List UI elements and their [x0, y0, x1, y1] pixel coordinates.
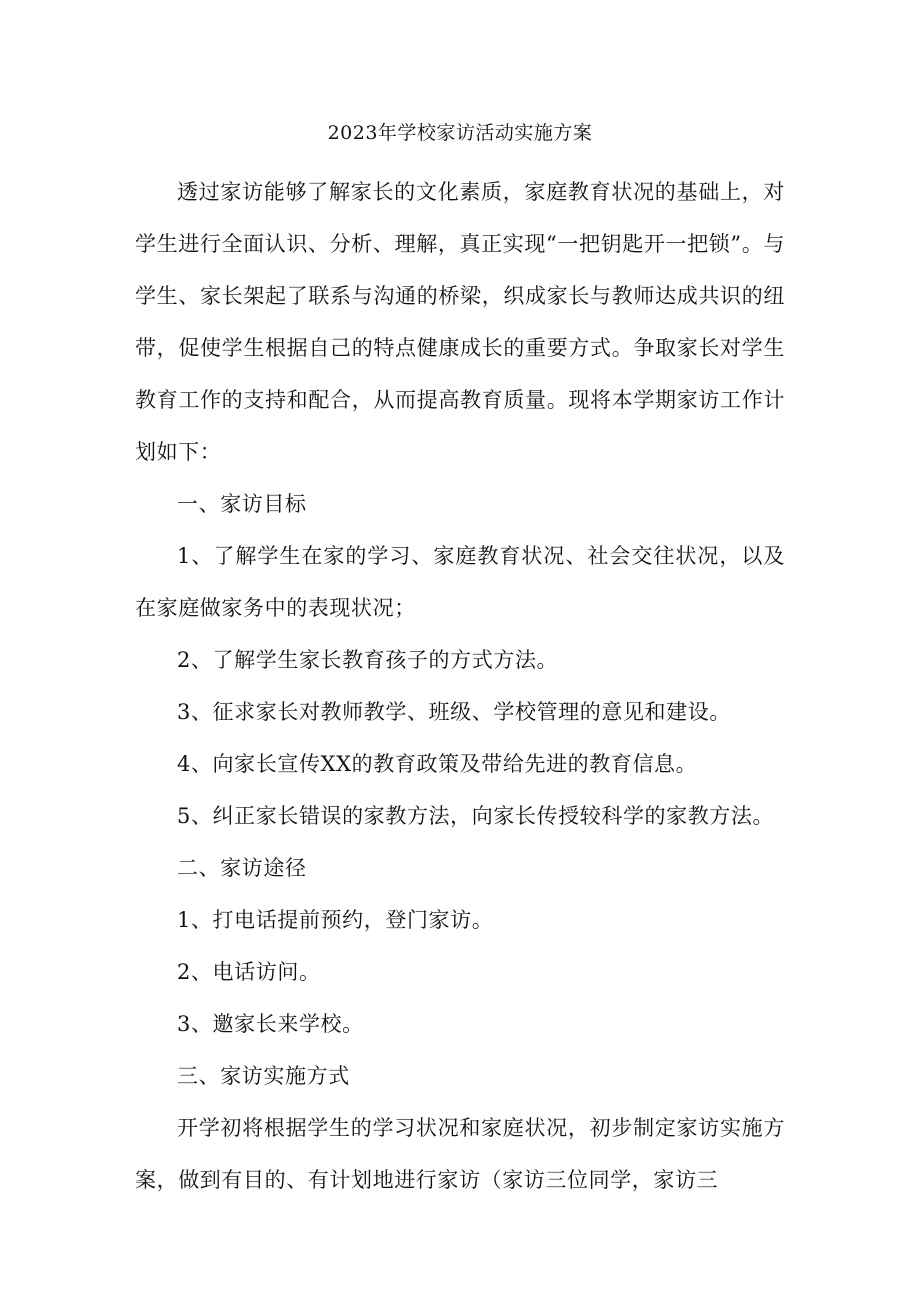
- section-heading-implementation: 三、家访实施方式: [177, 1064, 350, 1088]
- list-item-goal-1: 1、了解学生在家的学习、家庭教育状况、社会交往状况，以及在家庭做家务中的表现状况；: [135, 544, 785, 620]
- list-item-method-3: 3、邀家长来学校。: [177, 1012, 364, 1036]
- paragraph-intro: 透过家访能够了解家长的文化素质，家庭教育状况的基础上，对学生进行全面认识、分析、理解，真正实现“一把钥匙开一把锁”。与学生、家长架起了联系与沟通的桥梁，织成家长与教师达成共识的纽带，促使学生根据自己的特点健康成长的重要方式。争取家长对学生教育工作的支持和配合，从而提高教育质量。现将本学期家访工作计划如下：: [135, 180, 785, 464]
- document-title: 2023年学校家访活动实施方案: [327, 122, 593, 144]
- section-heading-goals: 一、家访目标: [177, 492, 307, 516]
- document-body: [135, 166, 785, 1206]
- list-item-goal-4: 4、向家长宣传XX的教育政策及带给先进的教育信息。: [177, 752, 698, 776]
- list-item-goal-3: 3、征求家长对教师教学、班级、学校管理的意见和建设。: [177, 700, 731, 724]
- paragraph-implementation: 开学初将根据学生的学习状况和家庭状况，初步制定家访实施方案，做到有目的、有计划地进行家访（家访三位同学，家访三: [135, 1116, 785, 1192]
- list-item-method-2: 2、电话访问。: [177, 960, 321, 984]
- list-item-method-1: 1、打电话提前预约，登门家访。: [177, 908, 494, 932]
- section-heading-methods: 二、家访途径: [177, 856, 307, 880]
- list-item-goal-2: 2、了解学生家长教育孩子的方式方法。: [177, 648, 559, 672]
- list-item-goal-5: 5、纠正家长错误的家教方法，向家长传授较科学的家教方法。: [177, 804, 775, 828]
